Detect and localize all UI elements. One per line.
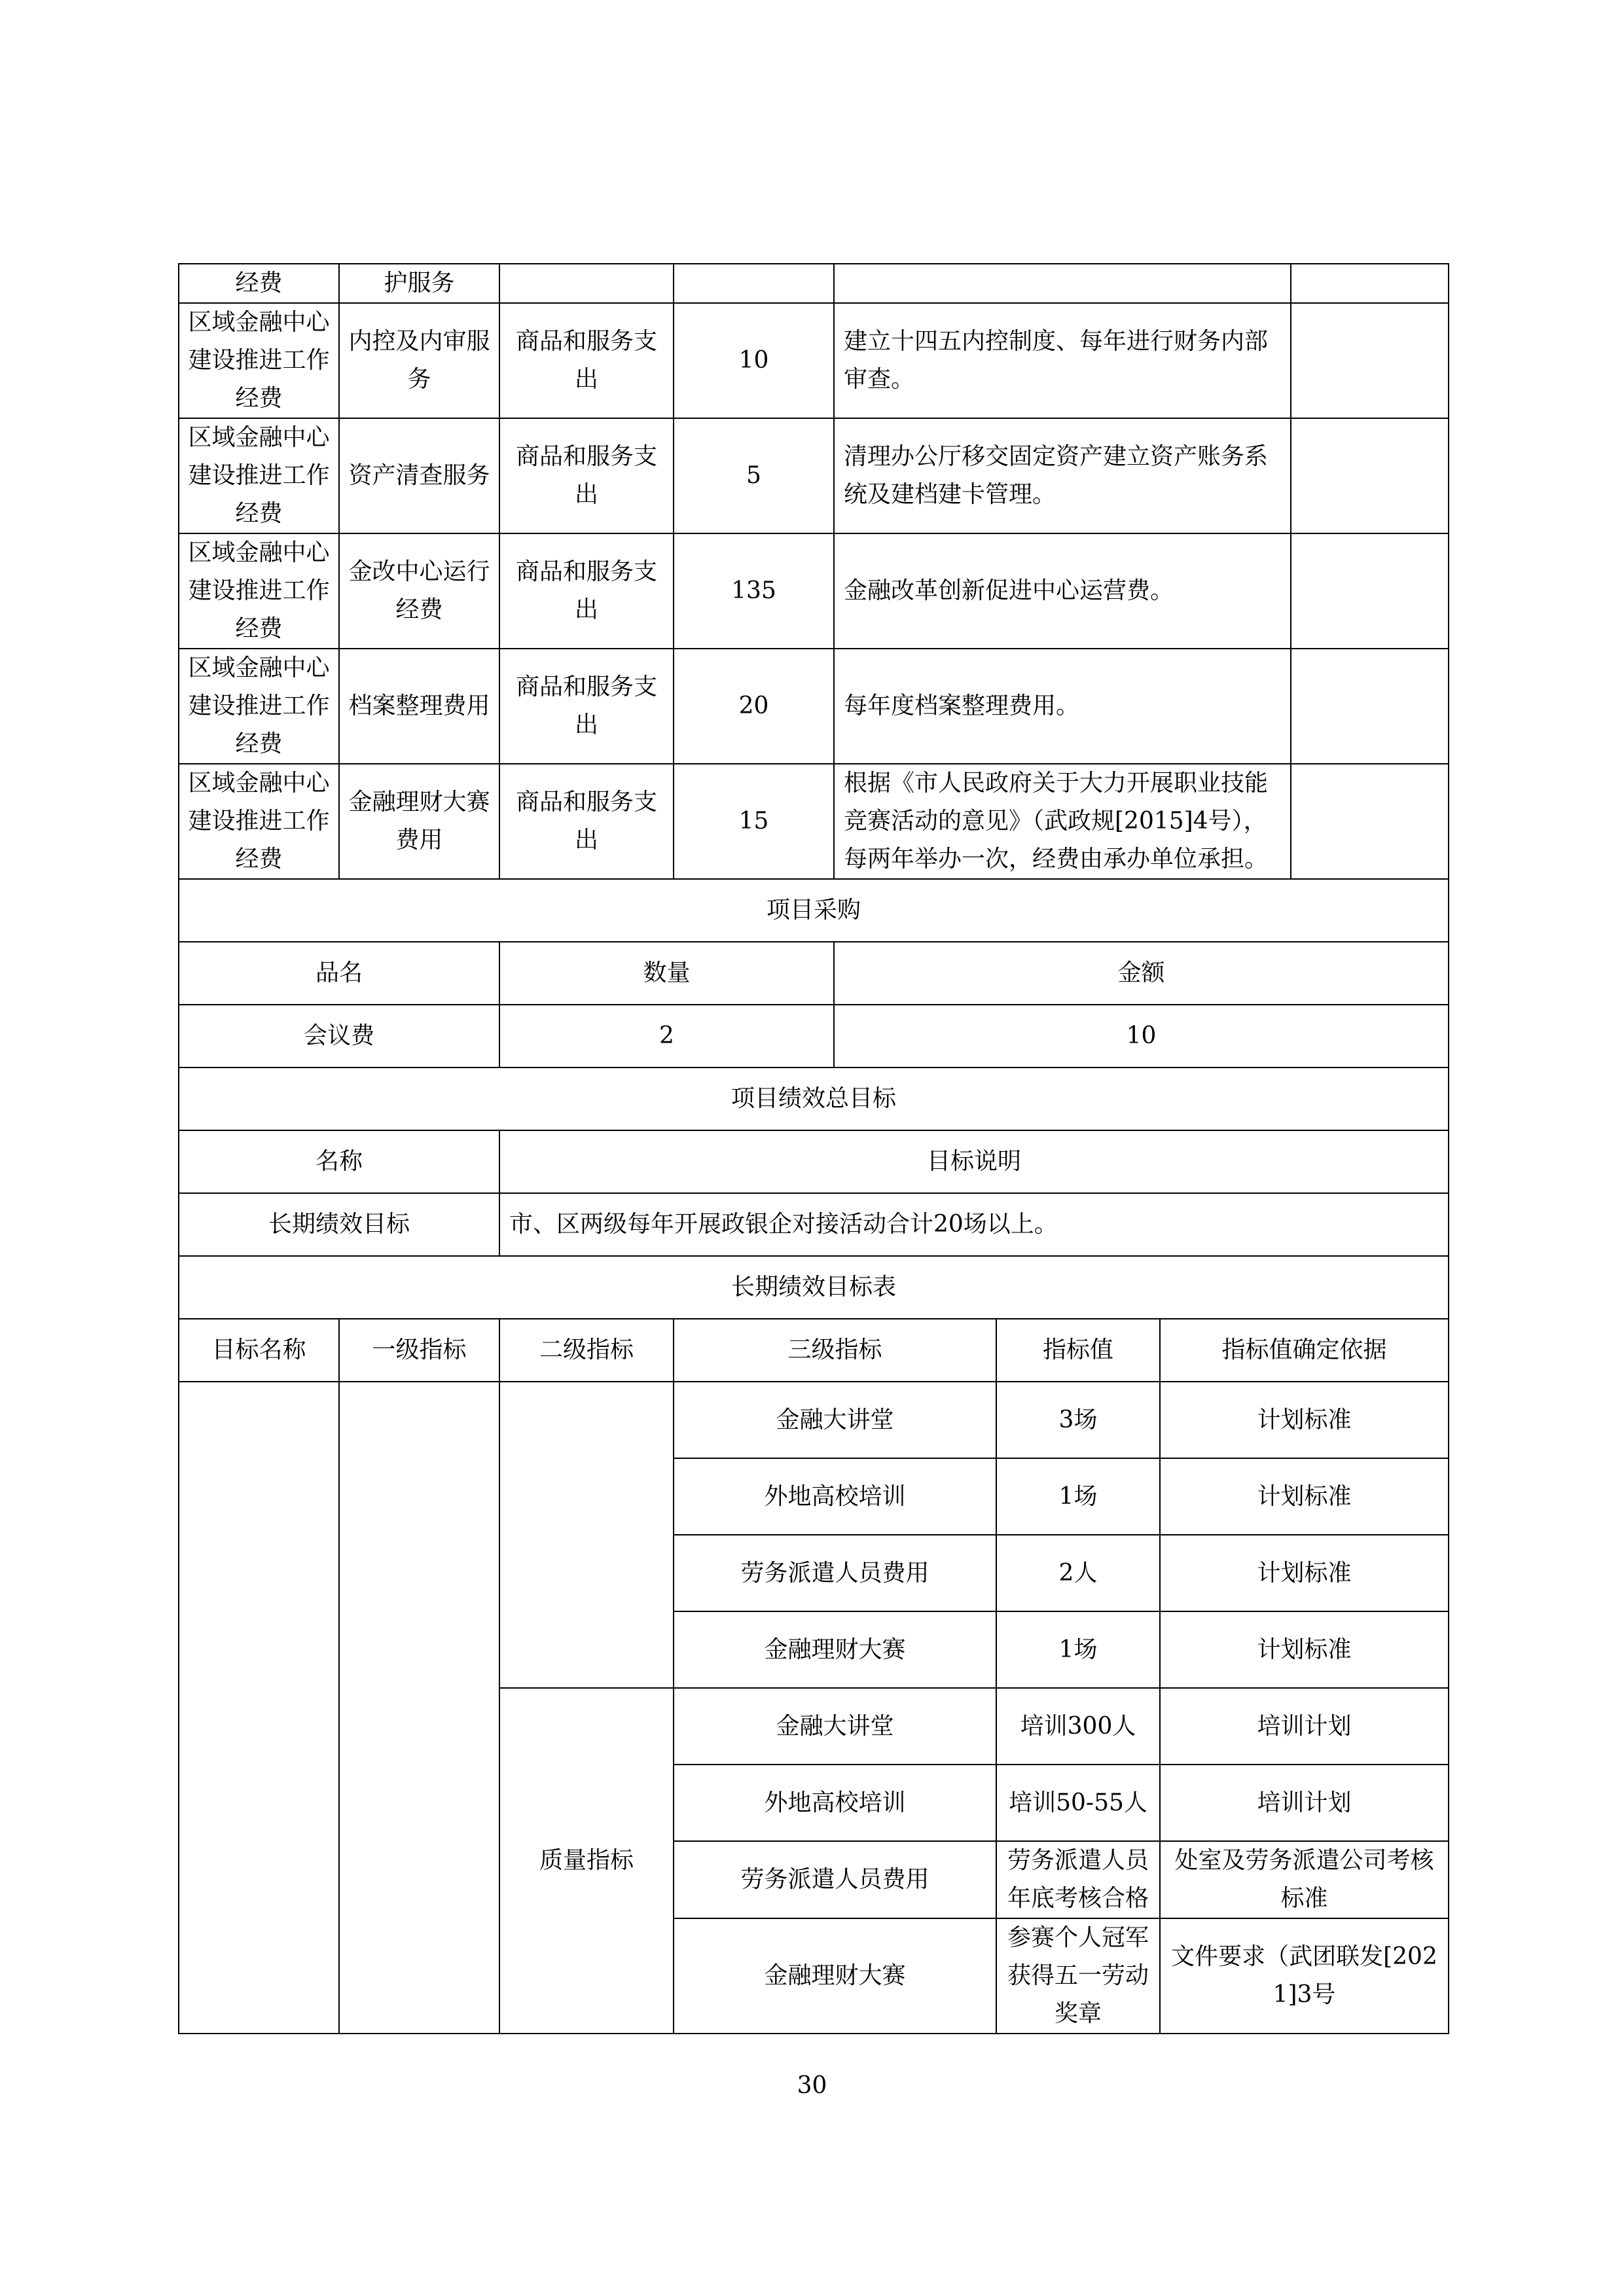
expense-item-cell: 经费 [179, 264, 339, 303]
level3-cell: 劳务派遣人员费用 [674, 1535, 996, 1611]
page-number: 30 [797, 2072, 827, 2099]
expense-empty-cell [1291, 764, 1449, 879]
expense-description-cell: 建立十四五内控制度、每年进行财务内部审查。 [834, 303, 1291, 418]
procurement-quantity-cell: 2 [499, 1005, 834, 1067]
expense-row [179, 764, 1449, 879]
value-cell: 培训50-55人 [996, 1765, 1160, 1841]
expense-empty-cell [1291, 533, 1449, 649]
procurement-name-header: 品名 [179, 942, 499, 1005]
expense-amount-cell: 10 [674, 303, 834, 418]
long-term-title-row [179, 1256, 1449, 1319]
expense-service-cell: 金改中心运行经费 [339, 533, 499, 649]
goal-name-header: 目标名称 [179, 1319, 339, 1382]
value-cell: 1场 [996, 1458, 1160, 1535]
expense-empty-cell [1291, 418, 1449, 533]
expense-service-cell: 资产清查服务 [339, 418, 499, 533]
expense-description-cell: 根据《市人民政府关于大力开展职业技能竞赛活动的意见》（武政规[2015]4号），每两年举办一次，经费由承办单位承担。 [834, 764, 1291, 879]
expense-row [179, 533, 1449, 649]
basis-cell: 计划标准 [1160, 1458, 1449, 1535]
overall-goal-description-header: 目标说明 [499, 1130, 1449, 1193]
value-header: 指标值 [996, 1319, 1160, 1382]
expense-empty-cell [1291, 649, 1449, 764]
procurement-amount-header: 金额 [834, 942, 1449, 1005]
expense-description-cell: 金融改革创新促进中心运营费。 [834, 533, 1291, 649]
level3-cell: 外地高校培训 [674, 1458, 996, 1535]
overall-goal-title: 项目绩效总目标 [179, 1067, 1449, 1130]
basis-cell: 培训计划 [1160, 1688, 1449, 1765]
expense-amount-cell: 5 [674, 418, 834, 533]
indicator-row [179, 1382, 1449, 1458]
procurement-amount-cell: 10 [834, 1005, 1449, 1067]
expense-service-cell: 护服务 [339, 264, 499, 303]
expense-item-cell: 区域金融中心建设推进工作经费 [179, 764, 339, 879]
procurement-title-row [179, 879, 1449, 942]
level2-quantity-cell [499, 1382, 674, 1688]
expense-category-cell: 商品和服务支出 [499, 418, 674, 533]
expense-service-cell: 内控及内审服务 [339, 303, 499, 418]
basis-cell: 处室及劳务派遣公司考核标准 [1160, 1841, 1449, 1918]
procurement-row [179, 1005, 1449, 1067]
expense-empty-cell [1291, 264, 1449, 303]
overall-goal-name-header: 名称 [179, 1130, 499, 1193]
level3-cell: 金融理财大赛 [674, 1918, 996, 2034]
value-cell: 2人 [996, 1535, 1160, 1611]
expense-item-cell: 区域金融中心建设推进工作经费 [179, 303, 339, 418]
basis-cell: 培训计划 [1160, 1765, 1449, 1841]
level2-quality-cell: 质量指标 [499, 1688, 674, 2034]
value-cell: 3场 [996, 1382, 1160, 1458]
level3-cell: 外地高校培训 [674, 1765, 996, 1841]
expense-amount-cell: 20 [674, 649, 834, 764]
expense-description-cell: 清理办公厅移交固定资产建立资产账务系统及建档建卡管理。 [834, 418, 1291, 533]
basis-cell: 计划标准 [1160, 1611, 1449, 1688]
procurement-header-row [179, 942, 1449, 1005]
expense-amount-cell [674, 264, 834, 303]
value-cell: 培训300人 [996, 1688, 1160, 1765]
expense-continuation-row [179, 264, 1449, 303]
overall-goal-description-cell: 市、区两级每年开展政银企对接活动合计20场以上。 [499, 1193, 1449, 1256]
expense-row [179, 418, 1449, 533]
basis-cell: 文件要求（武团联发[2021]3号 [1160, 1918, 1449, 2034]
value-cell: 劳务派遣人员年底考核合格 [996, 1841, 1160, 1918]
procurement-quantity-header: 数量 [499, 942, 834, 1005]
procurement-name-cell: 会议费 [179, 1005, 499, 1067]
basis-cell: 计划标准 [1160, 1535, 1449, 1611]
expense-item-cell: 区域金融中心建设推进工作经费 [179, 418, 339, 533]
expense-item-cell: 区域金融中心建设推进工作经费 [179, 533, 339, 649]
expense-category-cell: 商品和服务支出 [499, 649, 674, 764]
level1-header: 一级指标 [339, 1319, 499, 1382]
basis-header: 指标值确定依据 [1160, 1319, 1449, 1382]
basis-cell: 计划标准 [1160, 1382, 1449, 1458]
level3-header: 三级指标 [674, 1319, 996, 1382]
overall-goal-header-row [179, 1130, 1449, 1193]
expense-description-cell [834, 264, 1291, 303]
expense-service-cell: 档案整理费用 [339, 649, 499, 764]
level1-cell [339, 1382, 499, 2034]
overall-goal-name-cell: 长期绩效目标 [179, 1193, 499, 1256]
expense-service-cell: 金融理财大赛费用 [339, 764, 499, 879]
expense-row [179, 303, 1449, 418]
value-cell: 参赛个人冠军获得五一劳动奖章 [996, 1918, 1160, 2034]
expense-category-cell: 商品和服务支出 [499, 533, 674, 649]
expense-category-cell: 商品和服务支出 [499, 764, 674, 879]
level3-cell: 金融理财大赛 [674, 1611, 996, 1688]
procurement-title: 项目采购 [179, 879, 1449, 942]
expense-amount-cell: 135 [674, 533, 834, 649]
expense-description-cell: 每年度档案整理费用。 [834, 649, 1291, 764]
expense-empty-cell [1291, 303, 1449, 418]
long-term-title: 长期绩效目标表 [179, 1256, 1449, 1319]
expense-category-cell [499, 264, 674, 303]
long-term-header-row [179, 1319, 1449, 1382]
overall-goal-row [179, 1193, 1449, 1256]
expense-item-cell: 区域金融中心建设推进工作经费 [179, 649, 339, 764]
budget-performance-table [178, 263, 1449, 2034]
level3-cell: 金融大讲堂 [674, 1688, 996, 1765]
overall-goal-title-row [179, 1067, 1449, 1130]
expense-category-cell: 商品和服务支出 [499, 303, 674, 418]
goal-name-cell [179, 1382, 339, 2034]
level2-header: 二级指标 [499, 1319, 674, 1382]
level3-cell: 金融大讲堂 [674, 1382, 996, 1458]
level3-cell: 劳务派遣人员费用 [674, 1841, 996, 1918]
expense-row [179, 649, 1449, 764]
value-cell: 1场 [996, 1611, 1160, 1688]
expense-amount-cell: 15 [674, 764, 834, 879]
